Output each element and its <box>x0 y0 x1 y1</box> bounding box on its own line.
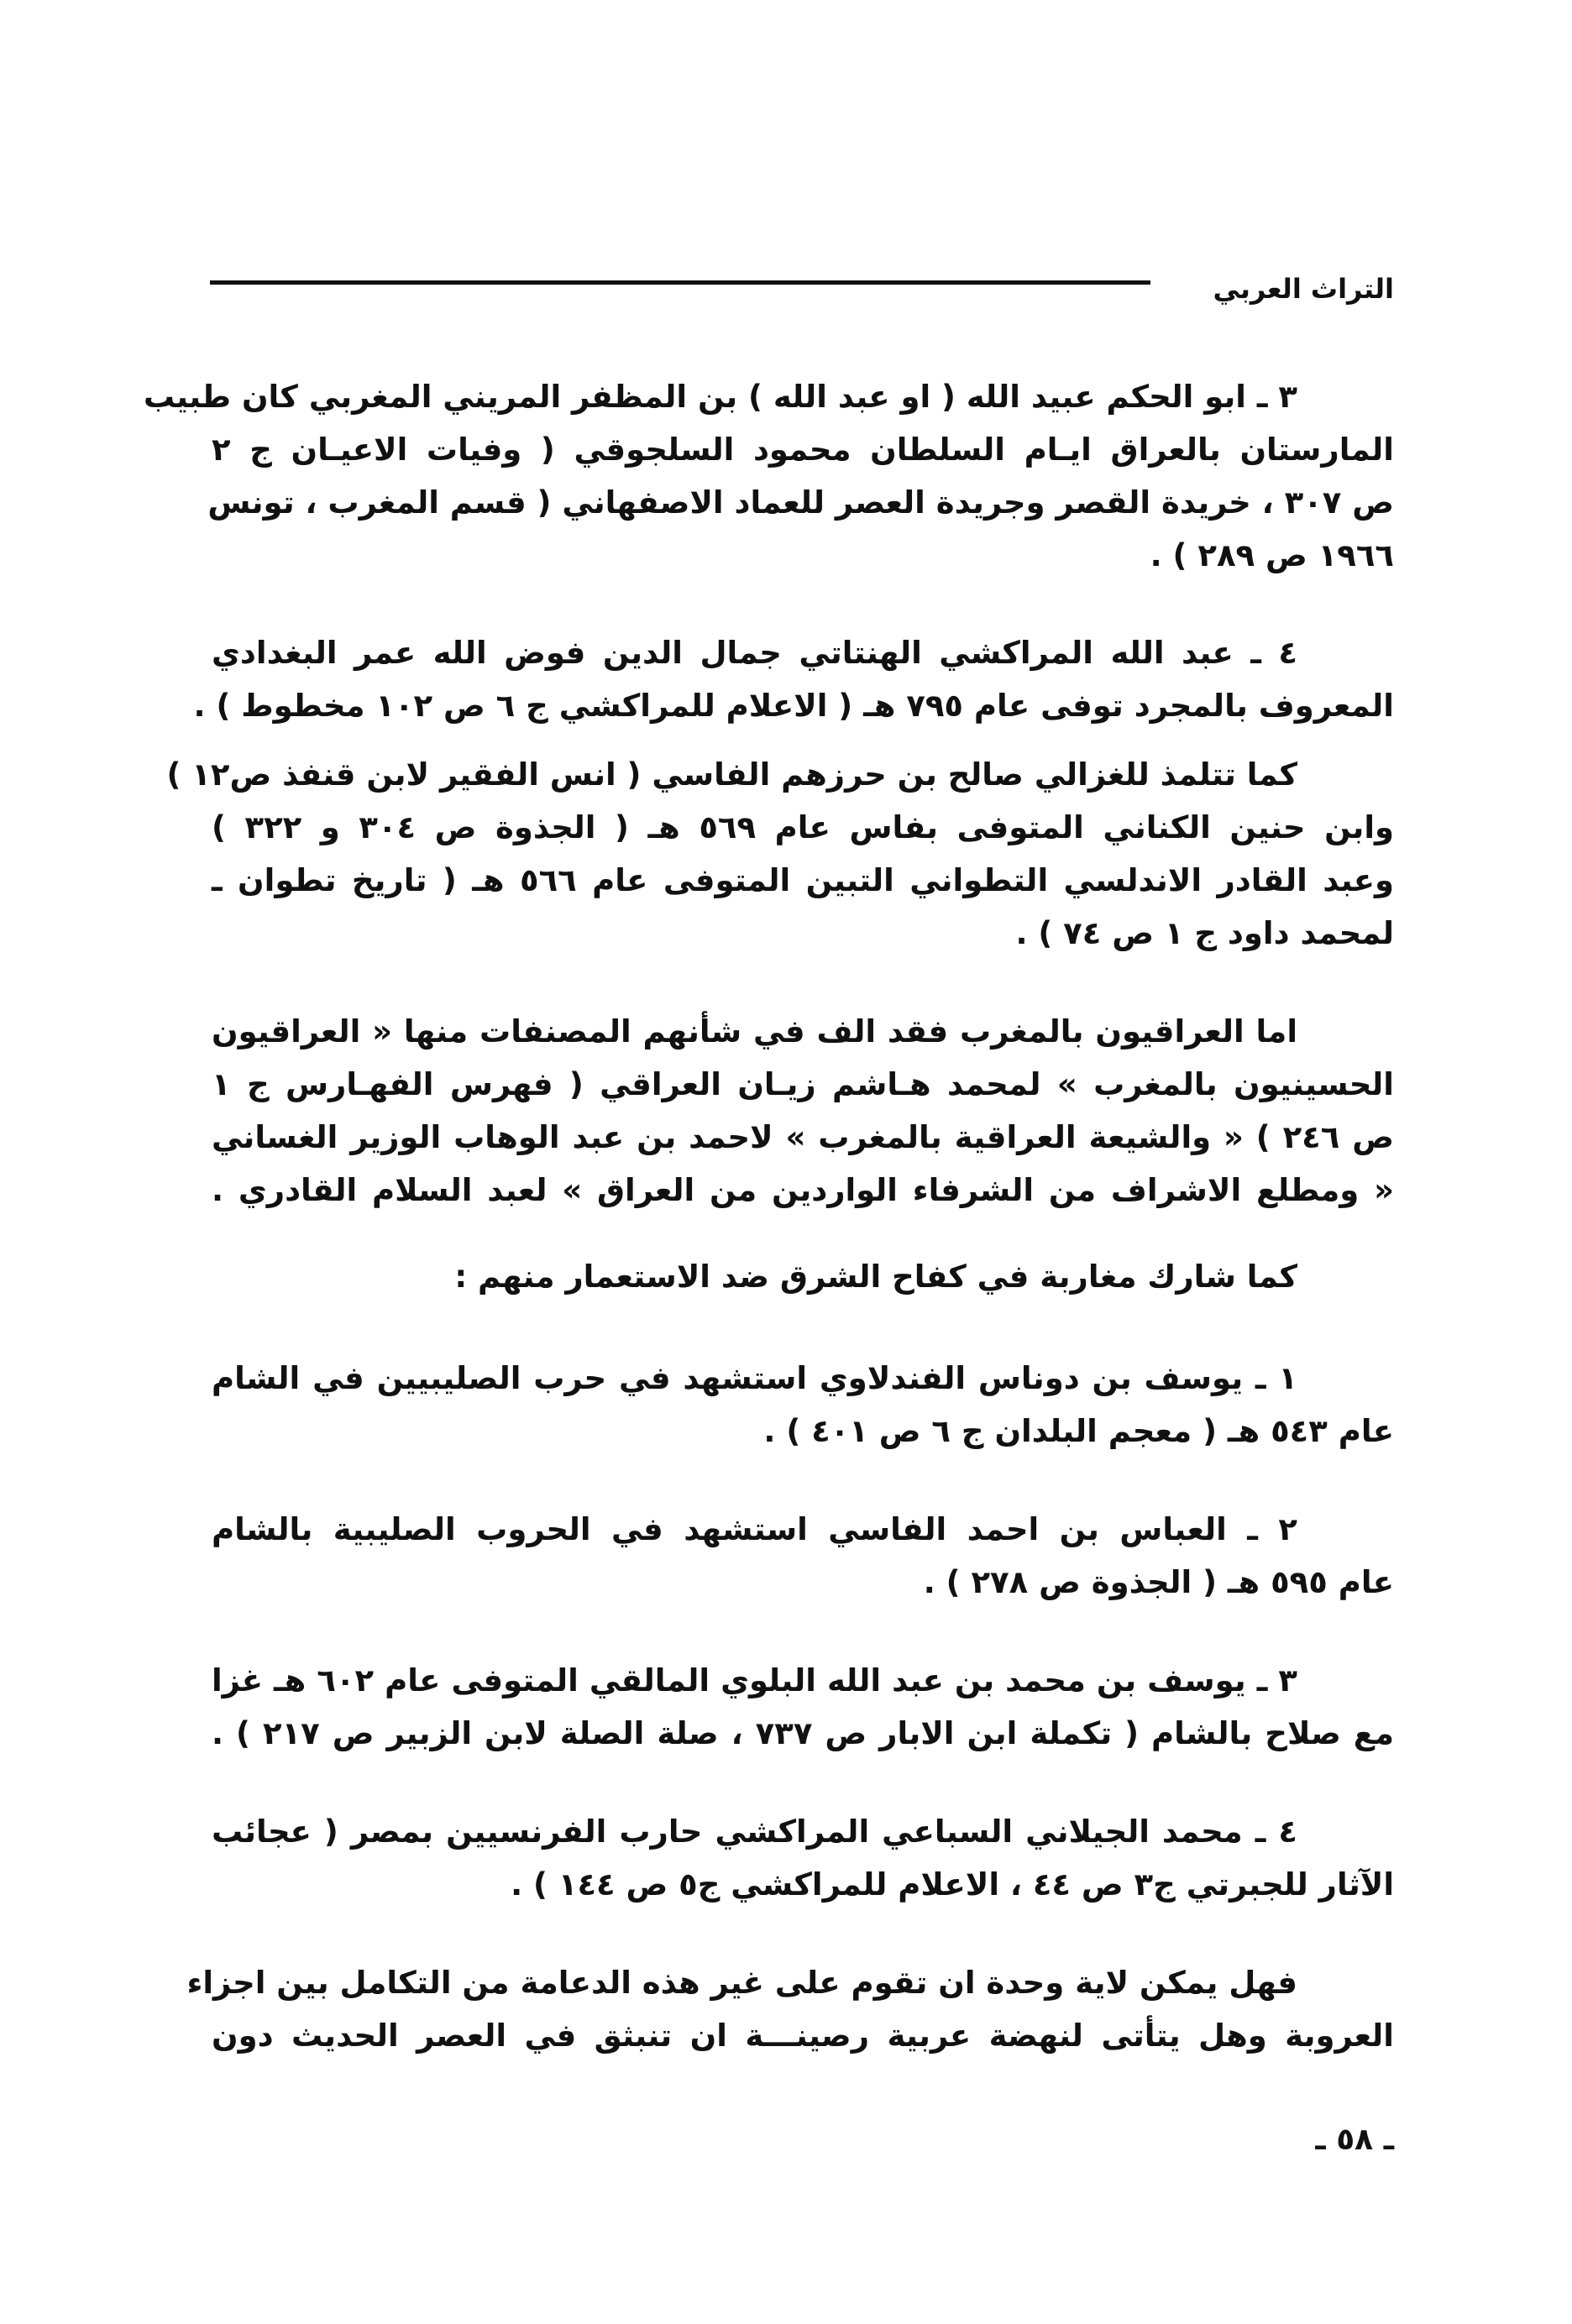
text-line: ص ٢٤٦ ) « والشيعة العراقية بالمغرب » لاحمد بن عبد الوهاب الوزير الغساني <box>212 1119 1394 1155</box>
text-line: ٤ ـ عبد الله المراكشي الهنتاتي جمال الدين فوض الله عمر البغدادي <box>212 635 1297 671</box>
text-line: ١ ـ يوسف بن دوناس الفندلاوي استشهد في حرب الصليبيين في الشام <box>212 1360 1297 1396</box>
text-line: الآثار للجبرتي ج٣ ص ٤٤ ، الاعلام للمراكشي ج٥ ص ١٤٤ ) . <box>511 1866 1394 1903</box>
text-line: اما العراقيون بالمغرب فقد الف في شأنهم المصنفات منها « العراقيون <box>212 1013 1297 1049</box>
text-line: عام ٥٤٣ هـ ( معجم البلدان ج ٦ ص ٤٠١ ) . <box>763 1413 1394 1449</box>
text-line: كما تتلمذ للغزالي صالح بن حرزهم الفاسي ( انس الفقير لابن قنفذ ص١٢ ) <box>166 756 1297 793</box>
text-line: ٢ ـ العباس بن احمد الفاسي استشهد في الحروب الصليبية بالشام <box>212 1511 1297 1547</box>
text-line: « ومطلع الاشراف من الشرفاء الواردين من العراق » لعبد السلام القادري . <box>212 1172 1394 1208</box>
text-line: ٣ ـ ابو الحكم عبيد الله ( او عبد الله ) بن المظفر المريني المغربي كان طبيب <box>143 379 1297 415</box>
text-line: المعروف بالمجرد توفى عام ٧٩٥ هـ ( الاعلام للمراكشي ج ٦ ص ١٠٢ مخطوط ) . <box>193 688 1394 724</box>
text-line: ٣ ـ يوسف بن محمد بن عبد الله البلوي المالقي المتوفى عام ٦٠٢ هـ غزا <box>212 1662 1297 1699</box>
text-line: ١٩٦٦ ص ٢٨٩ ) . <box>1150 537 1394 573</box>
text-line: وابن حنين الكناني المتوفى بفاس عام ٥٦٩ هـ ( الجذوة ص ٣٠٤ و ٣٢٢ ) <box>212 809 1395 845</box>
text-line: عام ٥٩٥ هـ ( الجذوة ص ٢٧٨ ) . <box>923 1564 1394 1600</box>
running-header: التراث العربي <box>1213 273 1394 305</box>
text-line: ٤ ـ محمد الجيلاني السباعي المراكشي حارب الفرنسيين بمصر ( عجائب <box>212 1814 1297 1850</box>
header-rule <box>210 280 1150 285</box>
text-line: كما شارك مغاربة في كفاح الشرق ضد الاستعمار منهم : <box>454 1259 1297 1295</box>
text-line: لمحمد داود ج ١ ص ٧٤ ) . <box>1015 915 1394 951</box>
text-line: المارستان بالعراق ايـام السلطان محمود السلجوقي ( وفيات الاعيـان ج ٢ <box>212 432 1394 468</box>
page-number: ـ ٥٨ ـ <box>1315 2122 1394 2157</box>
text-line: وعبد القادر الاندلسي التطواني التبين المتوفى عام ٥٦٦ هـ ( تاريخ تطوان ـ <box>212 862 1394 898</box>
text-line: مع صلاح بالشام ( تكملة ابن الابار ص ٧٣٧ ، صلة الصلة لابن الزبير ص ٢١٧ ) . <box>212 1715 1394 1751</box>
text-line: الحسينيون بالمغرب » لمحمد هـاشم زيـان العراقي ( فهرس الفهـارس ج ١ <box>212 1066 1394 1102</box>
text-line: ص ٣٠٧ ، خريدة القصر وجريدة العصر للعماد الاصفهاني ( قسم المغرب ، تونس <box>207 484 1394 521</box>
text-line: العروبة وهل يتأتى لنهضة عربية رصينـــة ان تنبثق في العصر الحديث دون <box>212 2018 1394 2054</box>
text-line: فهل يمكن لاية وحدة ان تقوم على غير هذه الدعامة من التكامل بين اجزاء <box>186 1965 1297 2001</box>
